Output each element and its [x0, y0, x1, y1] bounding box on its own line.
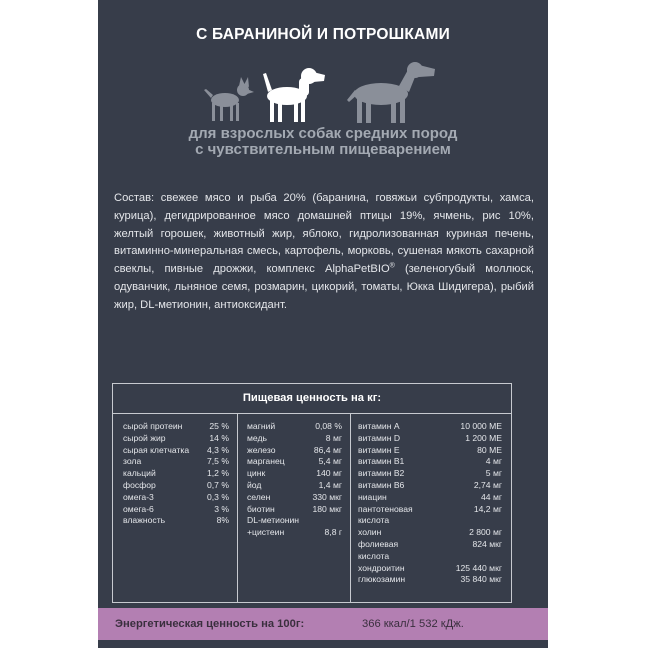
nutrient-value: 4 мг: [485, 456, 502, 467]
nutrient-row: [123, 515, 229, 527]
nutrient-name: хондроитин: [358, 562, 405, 573]
nutrient-row: [358, 574, 502, 586]
nutrient-name: пантотеновая: [358, 503, 413, 514]
energy-value: 366 ккал/1 532 кДж.: [362, 618, 464, 630]
small-dog-icon: [204, 77, 254, 121]
product-subtitle: [98, 126, 548, 158]
nutrient-value: 180 мкг: [312, 503, 342, 514]
nutrient-row: [358, 515, 502, 527]
nutrient-row: [358, 433, 502, 445]
nutrient-name: кислота: [358, 550, 390, 561]
nutrient-row: [358, 492, 502, 504]
nutrient-value: 330 мкг: [312, 491, 342, 502]
nutrient-name: витамин В1: [358, 456, 405, 467]
package-panel: [98, 0, 548, 648]
nutrient-value: 140 мг: [316, 468, 342, 479]
product-title: С БАРАНИНОЙ И ПОТРОШКАМИ: [196, 26, 450, 43]
nutrient-value: 2,74 мг: [473, 479, 502, 490]
energy-band: [98, 608, 548, 640]
nutrient-name: омега-6: [123, 503, 154, 514]
nutrient-name: омега-3: [123, 491, 154, 502]
nutrient-name: влажность: [123, 515, 166, 526]
nutrient-name: железо: [247, 444, 276, 455]
nutrient-value: 1,2 %: [207, 468, 229, 479]
nutrient-row: [247, 468, 342, 480]
nutrient-row: [358, 551, 502, 563]
nutrient-value: 25 %: [209, 421, 229, 431]
nutrient-row: [358, 563, 502, 575]
nutrient-name: кислота: [358, 515, 390, 526]
nutrient-row: [358, 539, 502, 551]
nutrient-value: 35 840 мкг: [460, 574, 502, 585]
nutrient-value: 86,4 мг: [313, 444, 342, 455]
nutrient-row: [247, 527, 342, 539]
nutrient-name: сырой жир: [123, 432, 166, 443]
nutrient-value: 1 200 МЕ: [465, 432, 502, 443]
nutrient-name: витамин В2: [358, 468, 405, 479]
composition-text: [114, 190, 534, 315]
nutrient-name: йод: [247, 479, 262, 490]
nutrient-value: 44 мг: [481, 491, 502, 502]
nutrient-name: биотин: [247, 503, 275, 514]
nutrient-name: сырой протеин: [123, 421, 183, 431]
nutrient-row: [247, 515, 342, 527]
nutrition-heading: Пищевая ценность на кг:: [113, 384, 511, 414]
nutrient-name: кальций: [123, 468, 156, 479]
nutrient-name: ниацин: [358, 491, 387, 502]
nutrient-name: витамин В6: [358, 479, 405, 490]
nutrient-row: [123, 504, 229, 516]
nutrient-value: 0,3 %: [207, 491, 229, 502]
nutrient-row: [123, 480, 229, 492]
nutrient-row: [123, 456, 229, 468]
nutrient-row: [247, 445, 342, 457]
nutrient-row: [247, 492, 342, 504]
nutrient-value: 14,2 мг: [473, 503, 502, 514]
nutrition-table: [112, 383, 512, 603]
composition-main: Состав: свежее мясо и рыба 20% (баранина, говяжьи субпродукты, хамса, курица), дегидрированное мясо домашней птицы 19%, ячмень, рис 10%, желтый горошек, животный жир, яблоко, гидролизованная куриная печень, витаминно-минеральная смесь, картофель, морковь, сушеная мякоть сахарной свеклы, пивные дрожжи, комплекс AlphaPetBIO: [114, 192, 534, 276]
nutrient-name: селен: [247, 491, 271, 502]
nutrient-row: [358, 456, 502, 468]
nutrient-value: 8,8 г: [324, 527, 342, 538]
nutrient-name: витамин Е: [358, 444, 400, 455]
nutrient-name: сырая клетчатка: [123, 444, 190, 455]
nutrient-name: витамин D: [358, 432, 401, 443]
nutrient-name: холин: [358, 527, 382, 538]
subtitle-line: для взрослых собак средних пород: [188, 125, 458, 142]
nutrient-row: [123, 421, 229, 433]
subtitle-line: с чувствительным пищеварением: [195, 141, 451, 158]
nutrient-row: [123, 468, 229, 480]
nutrient-value: 3 %: [214, 503, 229, 514]
nutrient-value: 0,08 %: [315, 421, 342, 431]
nutrient-name: цинк: [247, 468, 266, 479]
nutrient-value: 80 МЕ: [477, 444, 502, 455]
nutrient-name: витамин А: [358, 421, 400, 431]
medium-dog-icon: [263, 68, 325, 122]
nutrient-value: 4,3 %: [207, 444, 229, 455]
nutrient-value: 5 мг: [485, 468, 502, 479]
nutrient-row: [247, 456, 342, 468]
nutrient-value: 824 мкг: [472, 538, 502, 549]
nutrient-row: [247, 504, 342, 516]
nutrient-value: 8%: [216, 515, 229, 526]
nutrient-value: 14 %: [209, 432, 229, 443]
nutrient-row: [358, 445, 502, 457]
nutrient-value: 2 800 мг: [469, 527, 502, 538]
nutrient-name: фосфор: [123, 479, 156, 490]
nutrient-value: 7,5 %: [207, 456, 229, 467]
nutrient-row: [123, 433, 229, 445]
nutrient-row: [123, 492, 229, 504]
large-dog-icon: [347, 62, 435, 123]
nutrient-name: +цистеин: [247, 527, 285, 538]
nutrient-value: 5,4 мг: [318, 456, 342, 467]
nutrient-value: 10 000 МЕ: [460, 421, 502, 431]
nutrient-value: 125 440 мкг: [455, 562, 502, 573]
dog-size-icons: [203, 60, 443, 126]
nutrient-row: [358, 421, 502, 433]
nutrient-row: [247, 421, 342, 433]
nutrient-row: [358, 527, 502, 539]
nutrient-name: глюкозамин: [358, 574, 406, 585]
nutrition-column-vitamins: [351, 413, 511, 603]
nutrition-column-main: [113, 413, 238, 603]
nutrient-row: [358, 504, 502, 516]
registered-mark: ®: [389, 262, 395, 270]
nutrient-row: [247, 480, 342, 492]
nutrient-row: [247, 433, 342, 445]
nutrient-name: зола: [123, 456, 142, 467]
nutrient-value: 1,4 мг: [318, 479, 342, 490]
nutrient-value: 8 мг: [325, 432, 342, 443]
nutrient-row: [358, 480, 502, 492]
nutrient-name: марганец: [247, 456, 285, 467]
nutrient-name: фолиевая: [358, 538, 399, 549]
nutrition-column-minerals: [238, 413, 351, 603]
nutrient-row: [358, 468, 502, 480]
composition-rest: (зеленогубый моллюск, одуванчик, льняное семя, розмарин, цикорий, томаты, Юкка Шидигера), рыбий жир, DL-метионин, антиоксидант.: [114, 263, 534, 311]
energy-label: Энергетическая ценность на 100г:: [115, 618, 305, 630]
nutrient-name: медь: [247, 432, 267, 443]
nutrient-name: магний: [247, 421, 276, 431]
nutrient-value: 0,7 %: [207, 479, 229, 490]
nutrient-name: DL-метионин: [247, 515, 300, 526]
nutrient-row: [123, 445, 229, 457]
